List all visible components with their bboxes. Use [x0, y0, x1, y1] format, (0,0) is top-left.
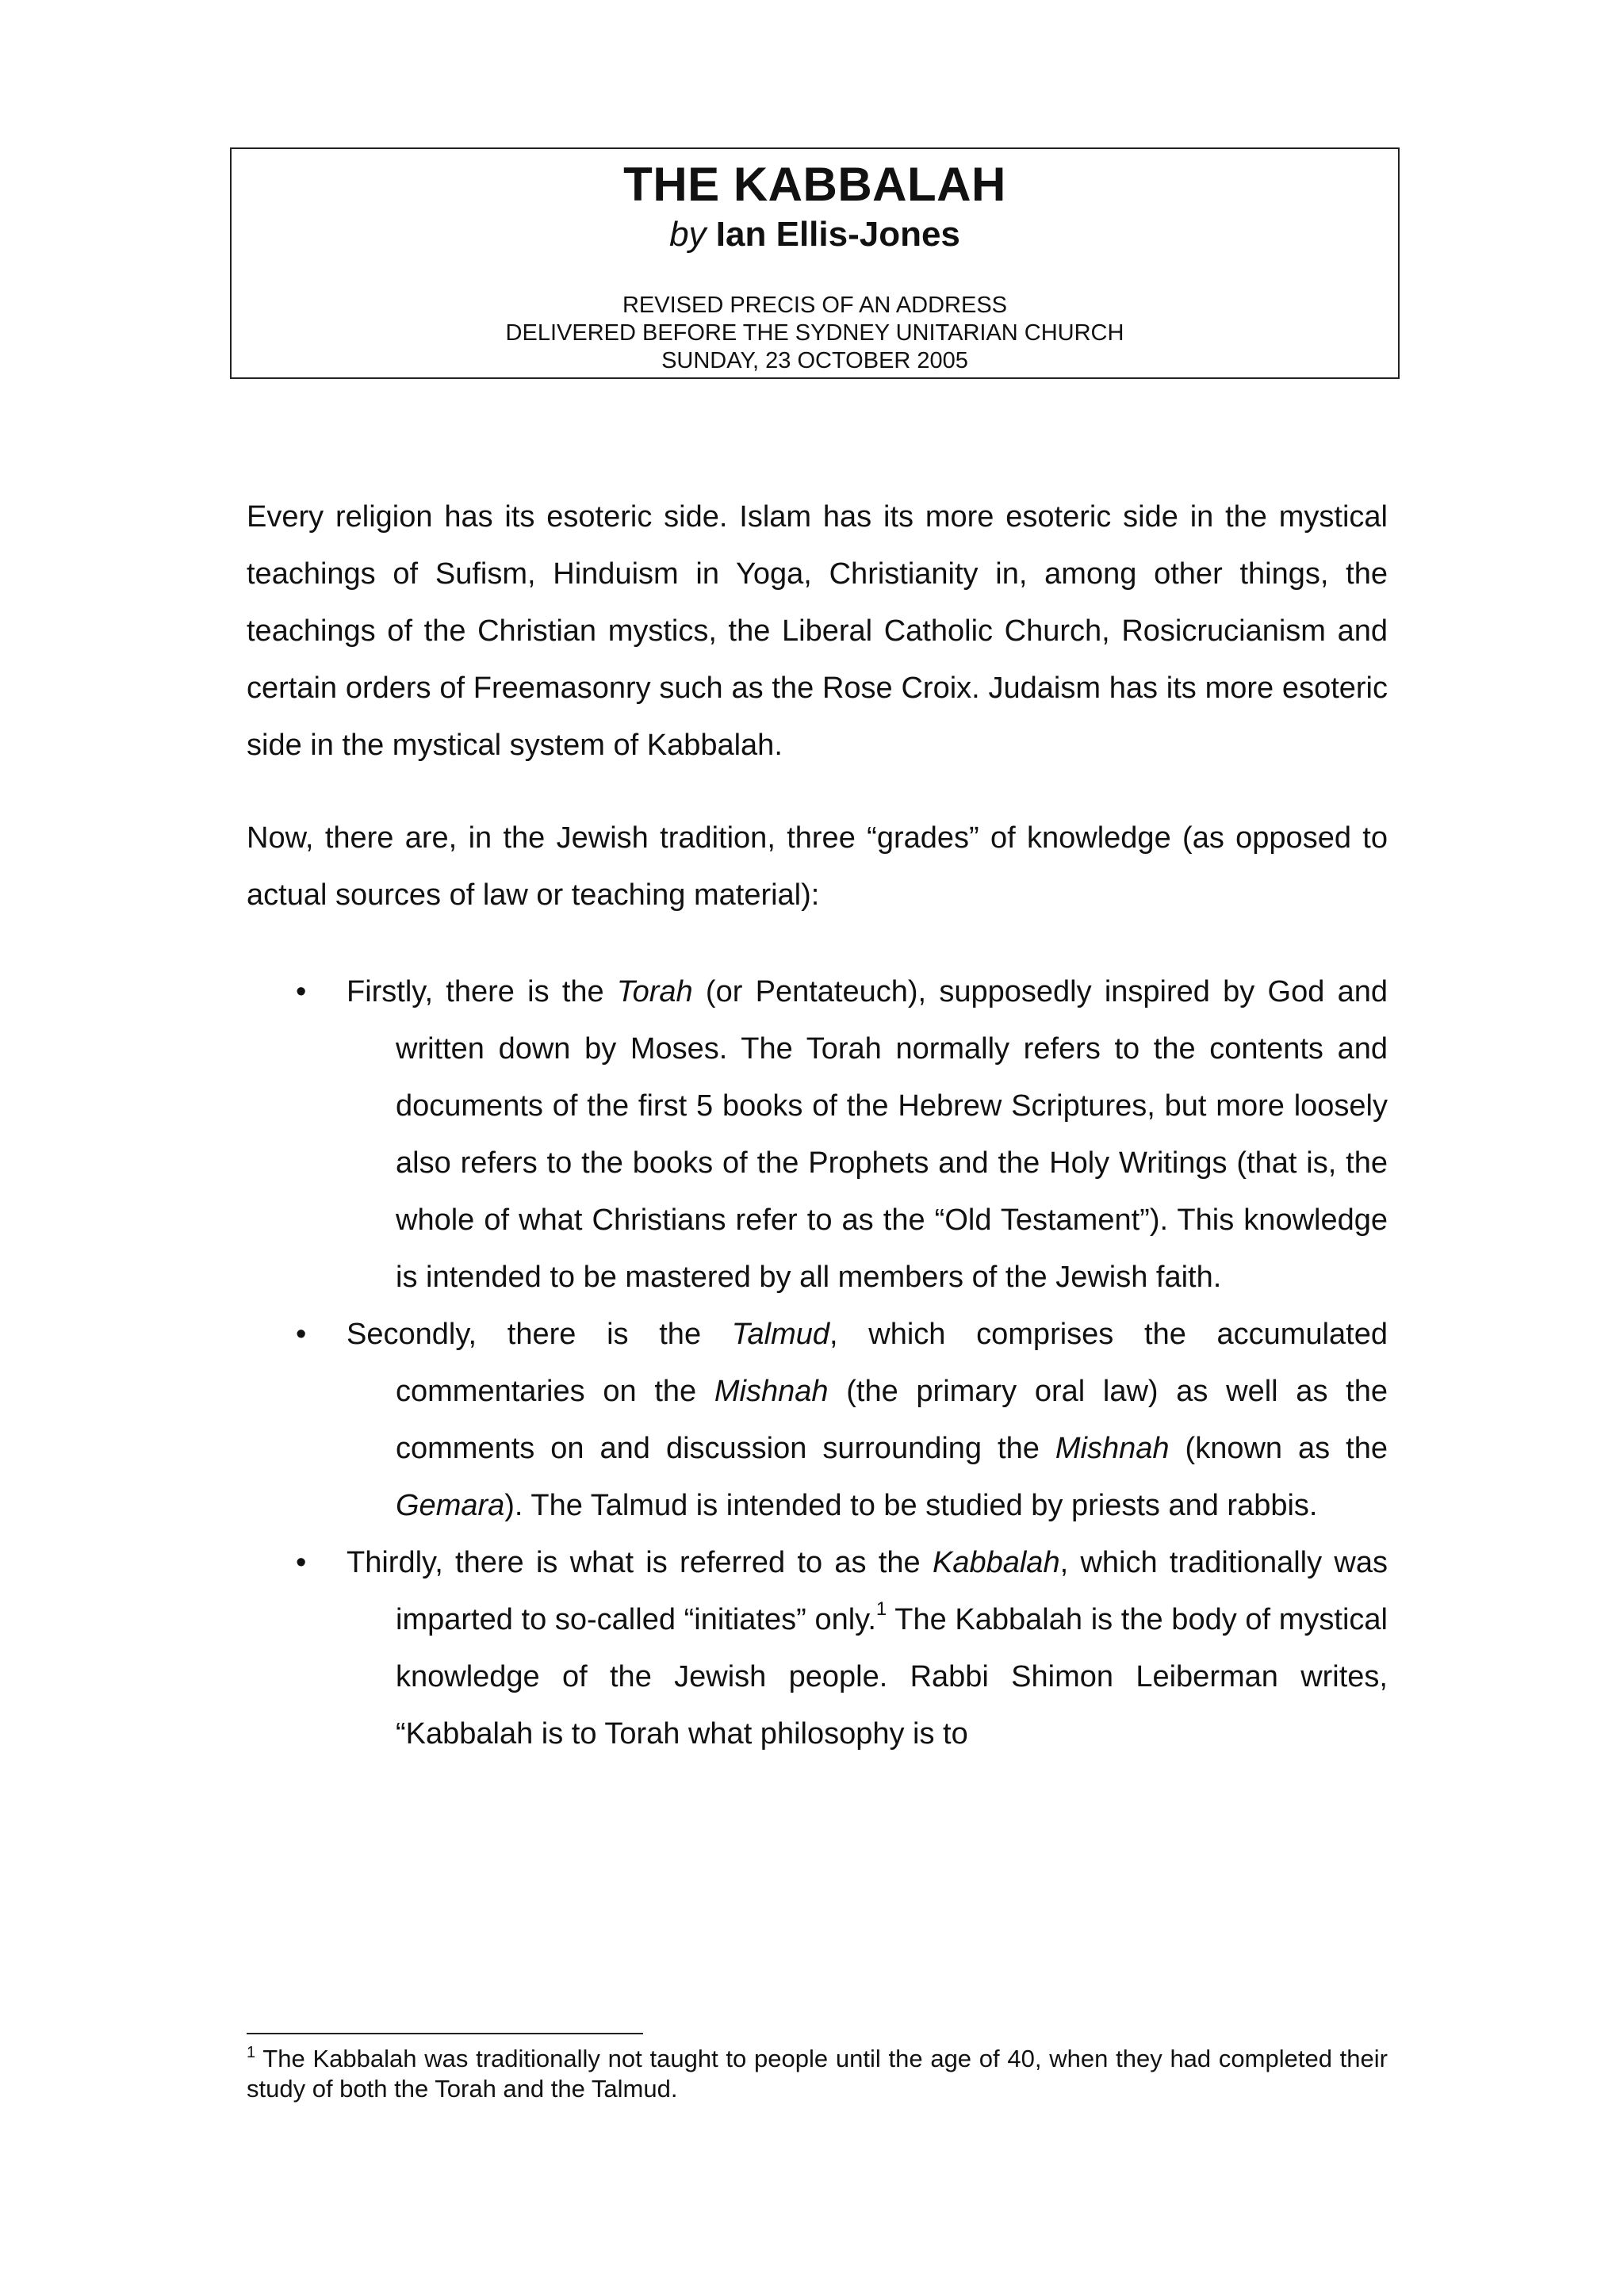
- bullet-text: Thirdly, there is what is referred to as the: [347, 1546, 933, 1579]
- title-box: [230, 147, 1400, 379]
- bullet-text: (the primary oral law) as well as the comments on and discussion surrounding the: [396, 1375, 1388, 1465]
- emphasis-term: Gemara: [396, 1489, 505, 1522]
- address-line-3: SUNDAY, 23 OCTOBER 2005: [661, 348, 968, 373]
- bullet-text: (or Pentateuch), supposedly inspired by God and written down by Moses. The Torah normally refers to the contents and documents of the first 5 books of the Hebrew Scriptures, but more loosely also refers to the books of the Prophets and the Holy Writings (that is, the whole of what Christians refer to as the “Old Testament”). This knowledge is intended to be mastered by all members of the Jewish faith.: [396, 975, 1388, 1294]
- author-name: Ian Ellis-Jones: [715, 215, 960, 254]
- footnote-text: The Kabbalah was traditionally not taught to people until the age of 40, when they had completed their study of both the Torah and the Talmud.: [247, 2045, 1388, 2103]
- bullet-text: ). The Talmud is intended to be studied by priests and rabbis.: [504, 1489, 1318, 1522]
- bullet-icon: •: [296, 1318, 307, 1351]
- paragraph-esoteric-side: Every religion has its esoteric side. Islam has its more esoteric side in the mystical teachings of Sufism, Hinduism in Yoga, Christianity in, among other things, the teachings of the Christian mystics, the Liberal Catholic Church, Rosicrucianism and certain orders of Freemasonry such as the Rose Croix. Judaism has its more esoteric side in the mystical system of Kabbalah.: [247, 500, 1388, 762]
- bullet-icon: •: [296, 975, 307, 1008]
- bullet-text: The Kabbalah is the body of mystical knowledge of the Jewish people. Rabbi Shimon Leiberman writes, “Kabbalah is to Torah what philosophy is to: [396, 1603, 1388, 1751]
- footnote-divider: [247, 2033, 643, 2034]
- bullet-text: , which traditionally was imparted to so-called “initiates” only.: [396, 1546, 1388, 1636]
- grades-list: [247, 963, 1388, 1762]
- emphasis-term: Kabbalah: [932, 1546, 1060, 1579]
- address-details: [232, 292, 1398, 375]
- list-item-kabbalah: [247, 1534, 1388, 1762]
- paragraph-grades-of-knowledge: Now, there are, in the Jewish tradition, three “grades” of knowledge (as opposed to actual sources of law or teaching material):: [247, 821, 1388, 912]
- address-line-1: REVISED PRECIS OF AN ADDRESS: [622, 293, 1008, 318]
- emphasis-term: Mishnah: [714, 1375, 829, 1408]
- list-item-torah: [247, 963, 1388, 1306]
- footnote-1: [247, 2044, 1388, 2104]
- emphasis-term: Mishnah: [1055, 1432, 1170, 1465]
- address-line-2: DELIVERED BEFORE THE SYDNEY UNITARIAN CHURCH: [505, 320, 1124, 346]
- emphasis-term: Talmud: [731, 1318, 830, 1351]
- bullet-text: Firstly, there is the: [347, 975, 617, 1008]
- list-item-talmud: [247, 1306, 1388, 1534]
- bullet-icon: •: [296, 1546, 307, 1579]
- bullet-text: (known as the: [1169, 1432, 1388, 1465]
- byline-by: by: [669, 215, 707, 254]
- bullet-text: Secondly, there is the: [347, 1318, 732, 1351]
- byline: [232, 212, 1398, 257]
- document-title: THE KABBALAH: [623, 158, 1006, 211]
- footnote-number: 1: [247, 2044, 256, 2061]
- footnote-reference[interactable]: 1: [875, 1598, 887, 1620]
- bullet-text: , which comprises the accumulated commentaries on the: [396, 1318, 1388, 1408]
- emphasis-term: Torah: [616, 975, 693, 1008]
